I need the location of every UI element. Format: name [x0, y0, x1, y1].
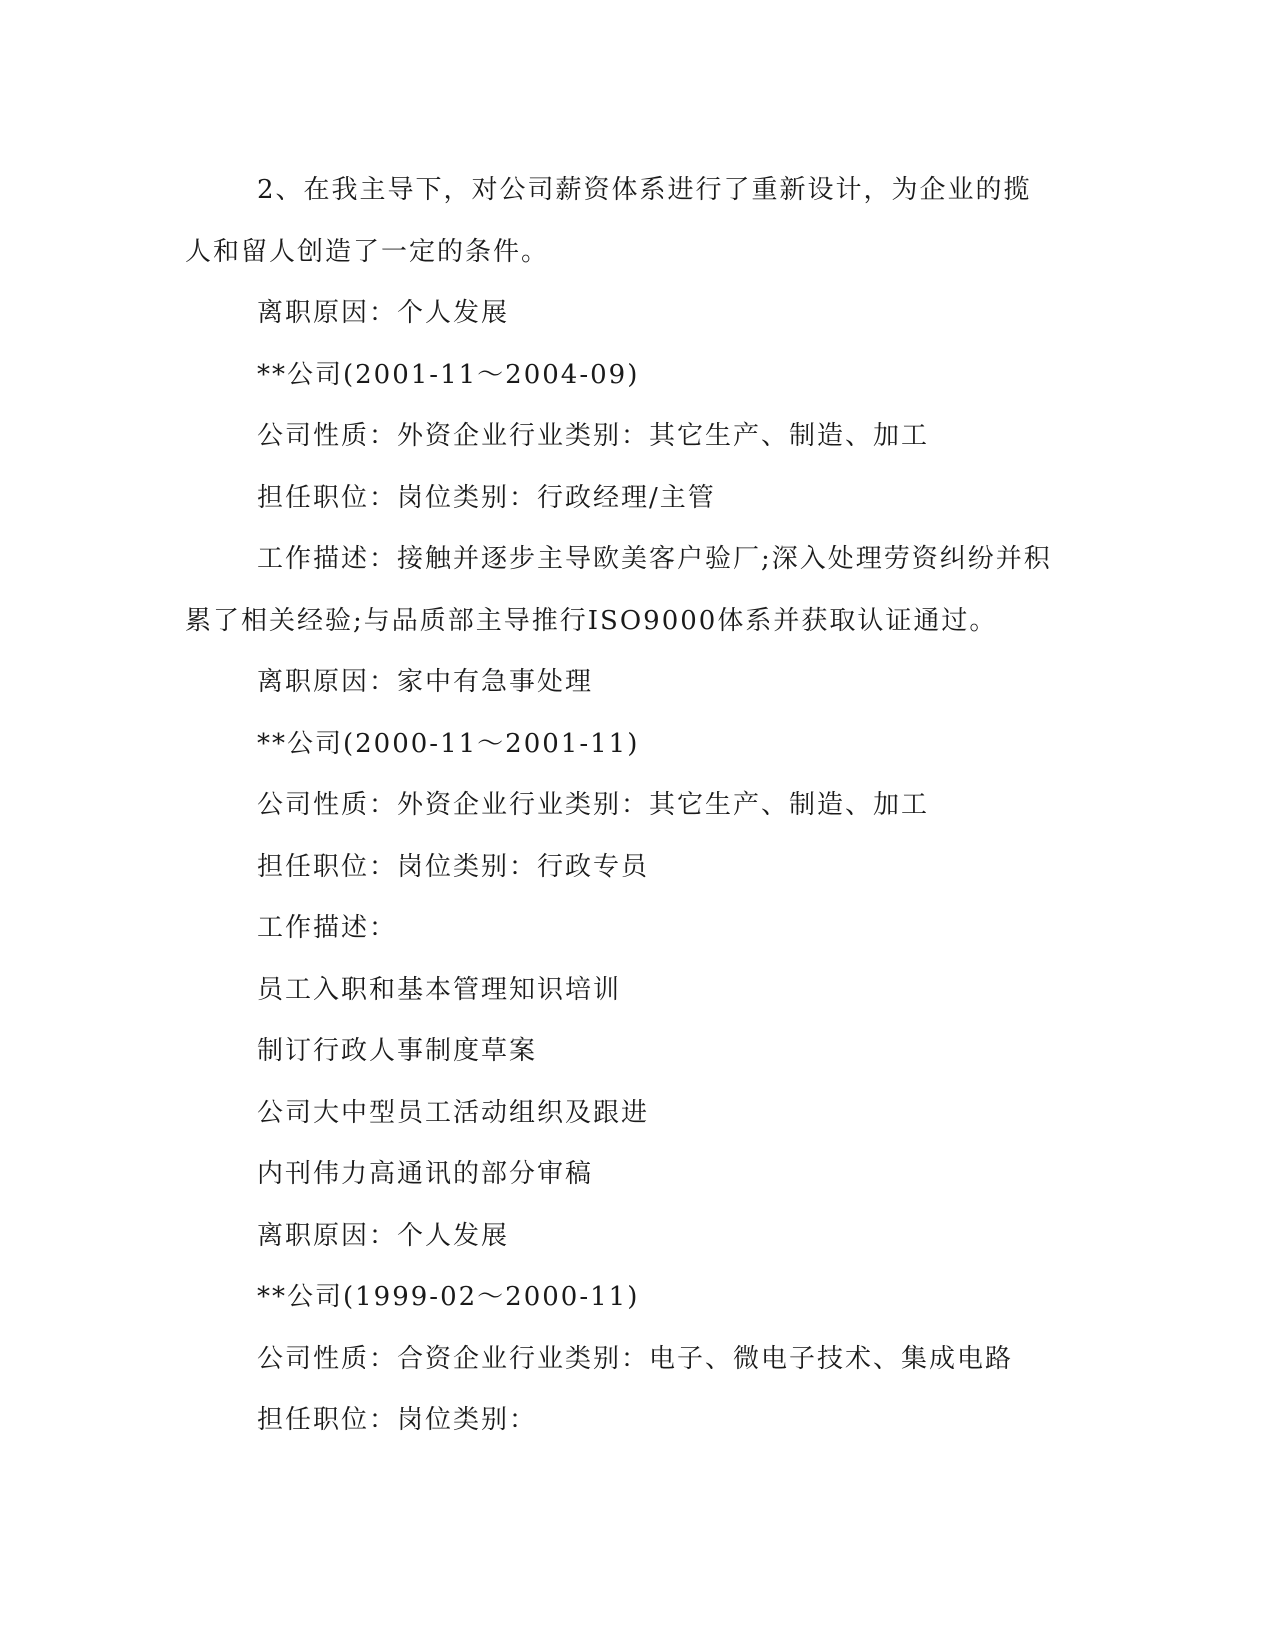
- paragraph-company-nature-1: 公司性质：外资企业行业类别：其它生产、制造、加工: [257, 421, 930, 451]
- paragraph-company-2000-2001: **公司(2000-11～2001-11): [257, 728, 640, 759]
- paragraph-position-3: 担任职位：岗位类别：: [257, 1405, 538, 1435]
- paragraph-company-nature-2: 公司性质：外资企业行业类别：其它生产、制造、加工: [257, 790, 930, 820]
- paragraph-job-description-1-line2: 累了相关经验;与品质部主导推行ISO9000体系并获取认证通过。: [185, 605, 998, 636]
- paragraph-salary-redesign-line2: 人和留人创造了一定的条件。: [185, 236, 550, 267]
- paragraph-company-2001-2004: **公司(2001-11～2004-09): [257, 359, 640, 390]
- paragraph-position-1: 担任职位：岗位类别：行政经理/主管: [257, 482, 716, 513]
- paragraph-position-2: 担任职位：岗位类别：行政专员: [257, 851, 650, 882]
- paragraph-company-nature-3: 公司性质：合资企业行业类别：电子、微电子技术、集成电路: [257, 1343, 1014, 1374]
- paragraph-leave-reason-3: 离职原因：个人发展: [257, 1220, 510, 1251]
- paragraph-salary-redesign-line1: 2、在我主导下，对公司薪资体系进行了重新设计，为企业的揽: [257, 175, 1032, 205]
- paragraph-job-description-2: 工作描述：: [257, 913, 398, 943]
- list-item-policy-draft: 制订行政人事制度草案: [257, 1036, 538, 1066]
- paragraph-leave-reason-2: 离职原因：家中有急事处理: [257, 667, 594, 697]
- list-item-training: 员工入职和基本管理知识培训: [257, 974, 622, 1005]
- paragraph-company-1999-2000: **公司(1999-02～2000-11): [257, 1282, 640, 1312]
- paragraph-job-description-1-line1: 工作描述：接触并逐步主导欧美客户验厂;深入处理劳资纠纷并积: [257, 544, 1052, 574]
- list-item-activities: 公司大中型员工活动组织及跟进: [257, 1097, 650, 1128]
- list-item-newsletter: 内刊伟力高通讯的部分审稿: [257, 1159, 594, 1189]
- document-body: [185, 160, 1085, 1452]
- paragraph-leave-reason-1: 离职原因：个人发展: [257, 298, 510, 328]
